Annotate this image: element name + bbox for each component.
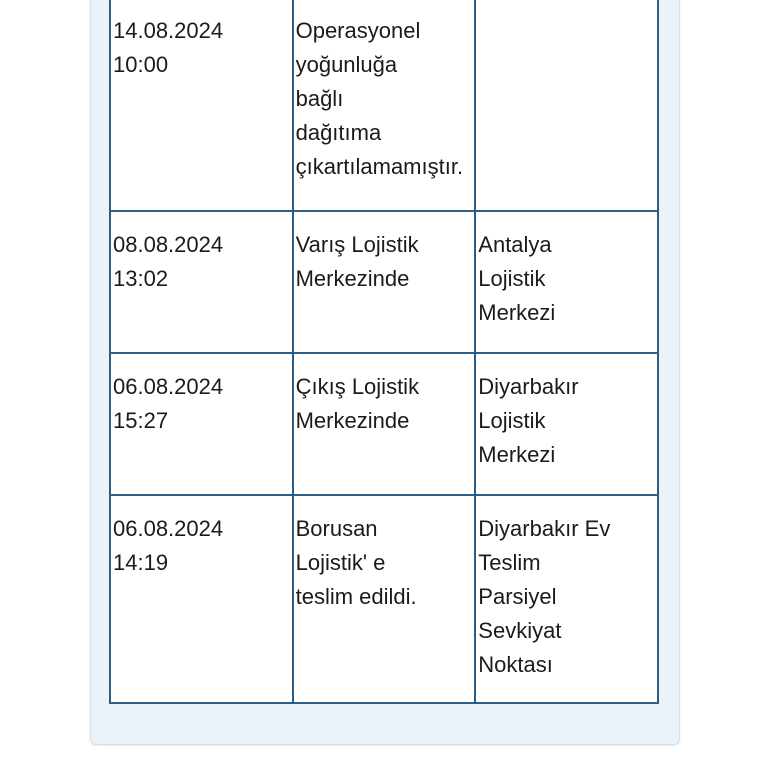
status-cell: Çıkış Lojistik Merkezinde <box>293 353 476 495</box>
location-cell: Antalya Lojistik Merkezi <box>475 211 658 353</box>
datetime-cell: 06.08.2024 14:19 <box>110 495 293 703</box>
table-row <box>110 0 658 211</box>
table-row <box>110 211 658 353</box>
tracking-history-table <box>109 0 659 704</box>
location-cell: Diyarbakır Lojistik Merkezi <box>475 353 658 495</box>
table-row <box>110 353 658 495</box>
table-row <box>110 495 658 703</box>
status-cell: Operasyonel yoğunluğa bağlı dağıtıma çıkartılamamıştır. <box>293 0 476 211</box>
status-cell: Varış Lojistik Merkezinde <box>293 211 476 353</box>
datetime-cell: 06.08.2024 15:27 <box>110 353 293 495</box>
datetime-cell: 08.08.2024 13:02 <box>110 211 293 353</box>
datetime-cell: 14.08.2024 10:00 <box>110 0 293 211</box>
location-cell <box>475 0 658 211</box>
status-cell: Borusan Lojistik' e teslim edildi. <box>293 495 476 703</box>
location-cell: Diyarbakır Ev Teslim Parsiyel Sevkiyat Noktası <box>475 495 658 703</box>
